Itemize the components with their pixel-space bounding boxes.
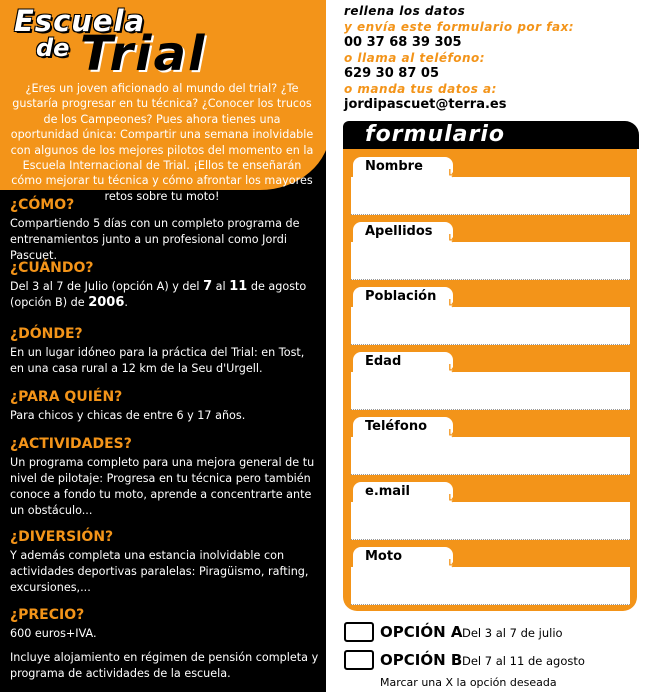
contact-line: o llama al teléfono: <box>344 50 486 65</box>
section-actividades <box>10 435 320 519</box>
section-quien <box>10 388 320 424</box>
text-part: Del <box>10 280 33 293</box>
option-a-checkbox[interactable] <box>344 622 374 642</box>
section-diversion <box>10 528 320 596</box>
contact-line: o manda tus datos a: <box>344 81 497 96</box>
field-poblacion <box>343 283 637 348</box>
section-text: En un lugar idóneo para la práctica del Trial: en Tost, en una casa rural a 12 km de la Seu d'Urgell. <box>10 346 305 375</box>
option-note: Marcar una X la opción deseada <box>380 676 557 689</box>
fax-number: 00 37 68 39 305 <box>344 35 462 50</box>
logo-escuela: Escuela <box>14 4 146 38</box>
field-moto <box>343 543 637 608</box>
form-panel <box>343 149 637 611</box>
section-title: ¿PRECIO? <box>10 607 85 623</box>
field-email <box>343 478 637 543</box>
year-value: 2006 <box>88 295 125 310</box>
phone-number: 629 30 87 05 <box>344 66 439 81</box>
section-title: ¿CÓMO? <box>10 197 75 213</box>
email-input[interactable] <box>351 502 630 540</box>
field-label: Teléfono <box>353 417 453 437</box>
option-a-label: OPCIÓN A <box>380 623 463 641</box>
arrow-icon: ↳ <box>447 362 457 375</box>
poblacion-input[interactable] <box>351 307 630 345</box>
text-part: al <box>39 280 57 293</box>
text-part: al <box>212 280 230 293</box>
option-b-label: OPCIÓN B <box>380 651 463 669</box>
option-a-desc: Del 3 al 7 de julio <box>462 626 563 640</box>
text-part: . <box>124 296 128 309</box>
text-part: de Julio (opción A) y del <box>63 280 204 293</box>
arrow-icon: ↳ <box>447 232 457 245</box>
section-cuando <box>10 259 320 311</box>
section-text: Un programa completo para una mejora general de tu nivel de pilotaje: Progresa en tu técnica pero también conoce a fondo tu moto, aprende a concentrarte ante un obstáculo... <box>10 456 315 517</box>
option-b-desc: Del 7 al 11 de agosto <box>462 654 585 668</box>
arrow-icon: ↳ <box>447 427 457 440</box>
date-value: 3 <box>32 280 40 293</box>
date-value: 11 <box>229 279 248 294</box>
section-text: Para chicos y chicas de entre 6 y 17 años. <box>10 409 246 422</box>
logo-trial: Trial <box>80 26 207 82</box>
field-label: Población <box>353 287 453 307</box>
section-text: Incluye alojamiento en régimen de pensión completa y programa de actividades de la escuela. <box>10 651 319 680</box>
moto-input[interactable] <box>351 567 630 605</box>
contact-block <box>344 4 644 113</box>
section-text: 600 euros+IVA. <box>10 627 97 640</box>
form-title-bar <box>343 121 639 149</box>
field-label: Moto <box>353 547 453 567</box>
section-title: ¿ACTIVIDADES? <box>10 436 132 452</box>
field-label: e.mail <box>353 482 453 502</box>
section-title: ¿DIVERSIÓN? <box>10 529 114 545</box>
logo-de: de <box>36 34 70 62</box>
arrow-icon: ↳ <box>447 167 457 180</box>
field-label: Apellidos <box>353 222 453 242</box>
date-value: 7 <box>56 280 64 293</box>
arrow-icon: ↳ <box>447 557 457 570</box>
text-part: de agosto (opción B) de <box>10 280 307 309</box>
option-b-checkbox[interactable] <box>344 650 374 670</box>
nombre-input[interactable] <box>351 177 630 215</box>
field-edad <box>343 348 637 413</box>
form-title: formulario <box>365 122 506 147</box>
section-text: Y además completa una estancia inolvidable con actividades deportivas paralelas: Piragüismo, rafting, excursiones,... <box>10 549 309 594</box>
section-title: ¿DÓNDE? <box>10 326 83 342</box>
hero-banner <box>0 0 326 203</box>
section-title: ¿PARA QUIÉN? <box>10 389 123 405</box>
intro-text: ¿Eres un joven aficionado al mundo del trial? ¿Te gustaría progresar en tu técnica? ¿Conocer los trucos de los Campeones? Pues ahora tienes una oportunidad única: Compartir una semana inolvidable con algunos de los mejores pilotos del momento en la Escuela Internacional de Trial. ¡Ellos te enseñarán cómo mejorar tu técnica y cómo afrontar los mayores retos sobre tu moto! <box>10 82 314 203</box>
section-precio <box>10 606 320 682</box>
field-apellidos <box>343 218 637 283</box>
apellidos-input[interactable] <box>351 242 630 280</box>
telefono-input[interactable] <box>351 437 630 475</box>
section-text <box>10 279 320 311</box>
field-telefono <box>343 413 637 478</box>
arrow-icon: ↳ <box>447 297 457 310</box>
field-nombre <box>343 153 637 218</box>
section-text: Compartiendo 5 días con un completo programa de entrenamientos junto a un profesional como Jordi Pascuet. <box>10 217 300 262</box>
section-donde <box>10 325 320 377</box>
contact-line: y envía este formulario por fax: <box>344 19 575 34</box>
field-label: Edad <box>353 352 453 372</box>
date-value: 7 <box>203 279 213 294</box>
email-address[interactable]: jordipascuet@terra.es <box>344 97 507 112</box>
arrow-icon: ↳ <box>447 492 457 505</box>
contact-line: rellena los datos <box>344 4 466 18</box>
field-label: Nombre <box>353 157 453 177</box>
edad-input[interactable] <box>351 372 630 410</box>
section-como <box>10 196 320 264</box>
section-title: ¿CUÁNDO? <box>10 260 94 276</box>
